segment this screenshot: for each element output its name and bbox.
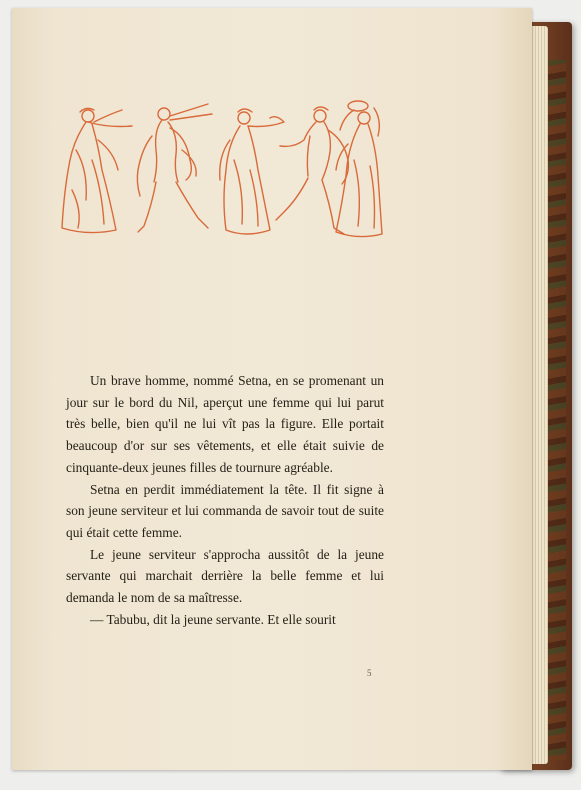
paragraph: — Tabubu, dit la jeune servante. Et elle sourit [90, 611, 336, 627]
dancer-figure-5 [336, 101, 382, 237]
dancer-figure-3 [220, 109, 284, 234]
marbled-cover-edge [548, 60, 566, 760]
paragraph: Un brave homme, nommé Setna, en se promenant un jour sur le bord du Nil, aperçut une femme qui lui parut très belle, bien qu'il ne lui vît pas la figure. Elle portait beaucoup d'or sur ses vêtements, et elle était suivie de cinquante-deux jeunes filles de tournure agréable. [66, 373, 384, 475]
dancer-figure-1 [62, 108, 132, 232]
dancer-figure-4 [276, 107, 348, 234]
body-text [66, 370, 384, 630]
paragraph: Setna en perdit immédiatement la tête. Il fit signe à son jeune serviteur et lui commanda de savoir tout de suite qui était cette femme. [66, 481, 384, 540]
paragraph: Le jeune serviteur s'approcha aussitôt de la jeune servante qui marchait derrière la belle femme et lui demanda le nom de sa maîtresse. [66, 546, 384, 606]
book-page [12, 8, 532, 770]
dancer-figure-2 [137, 104, 212, 232]
page-number: 5 [367, 668, 372, 678]
dancing-figures-frieze-icon [58, 100, 386, 248]
